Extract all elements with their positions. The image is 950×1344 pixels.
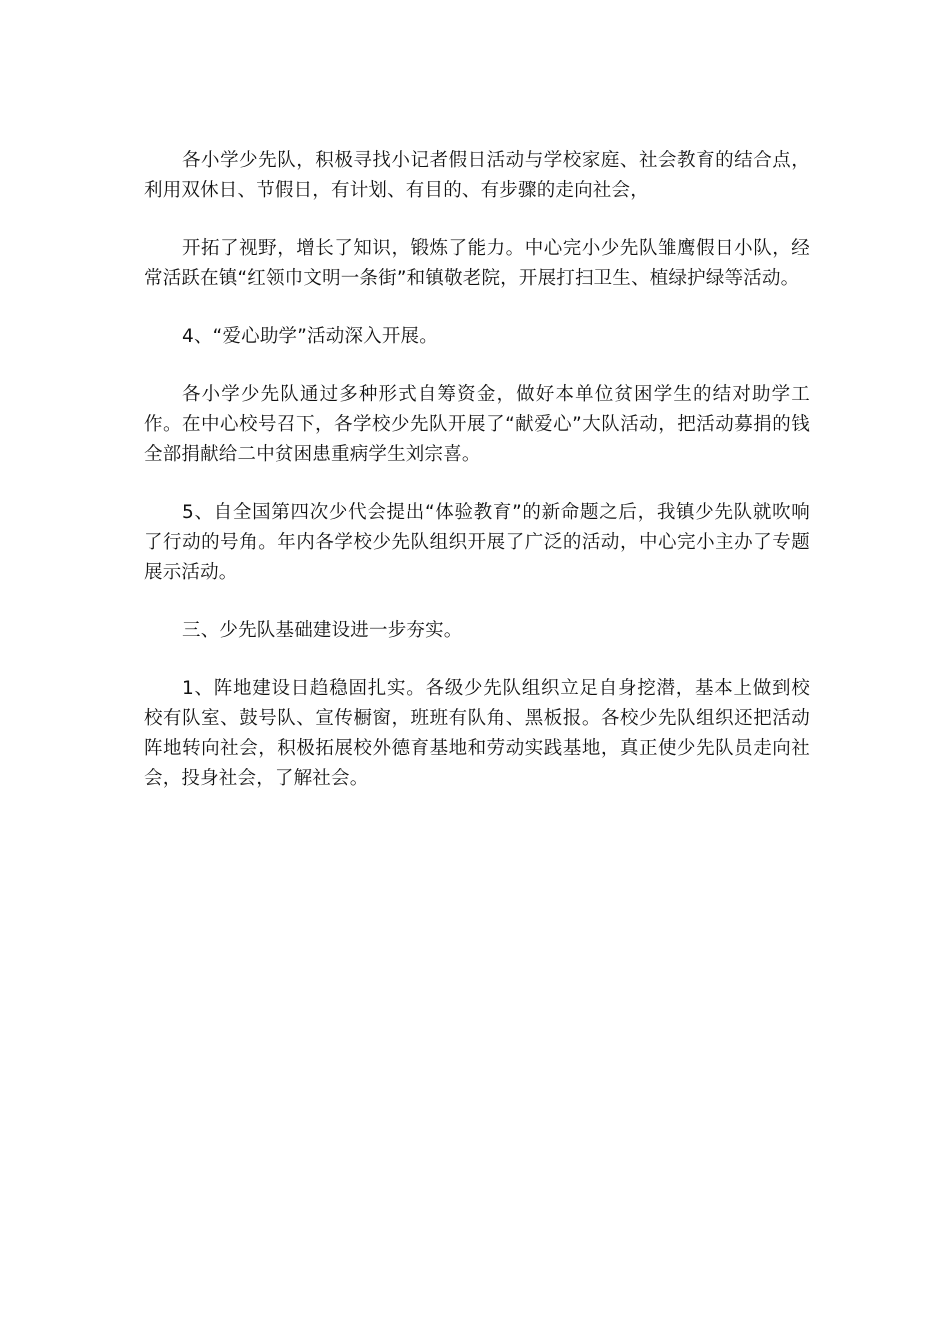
- section-heading-foundation: 三、少先队基础建设进一步夯实。: [182, 620, 463, 641]
- paragraph-base-construction: 1、阵地建设日趋稳固扎实。各级少先队组织立足自身挖潜，基本上做到校校有队室、鼓号队、宣传橱窗，班班有队角、黑板报。各校少先队组织还把活动阵地转向社会，积极拓展校外德育基地和劳动实践基地，真正使少先队员走向社会，投身社会，了解社会。: [144, 678, 810, 789]
- paragraph-fundraising: 各小学少先队通过多种形式自筹资金，做好本单位贫困学生的结对助学工作。在中心校号召下，各学校少先队开展了“献爱心”大队活动，把活动募捐的钱全部捐献给二中贫困患重病学生刘宗喜。: [144, 384, 810, 465]
- document-body: [144, 146, 810, 822]
- paragraph-broadened-horizons: 开拓了视野，增长了知识，锻炼了能力。中心完小少先队雏鹰假日小队，经常活跃在镇“红领巾文明一条街”和镇敬老院，开展打扫卫生、植绿护绿等活动。: [144, 238, 810, 289]
- paragraph-outdoor-activities: 各小学少先队，积极寻找小记者假日活动与学校家庭、社会教育的结合点，利用双休日、节假日，有计划、有目的、有步骤的走向社会，: [144, 150, 810, 201]
- paragraph-experience-education: 5、自全国第四次少代会提出“体验教育”的新命题之后，我镇少先队就吹响了行动的号角。年内各学校少先队组织开展了广泛的活动，中心完小主办了专题展示活动。: [144, 502, 810, 583]
- heading-caring-aid: 4、“爱心助学”活动深入开展。: [182, 326, 438, 347]
